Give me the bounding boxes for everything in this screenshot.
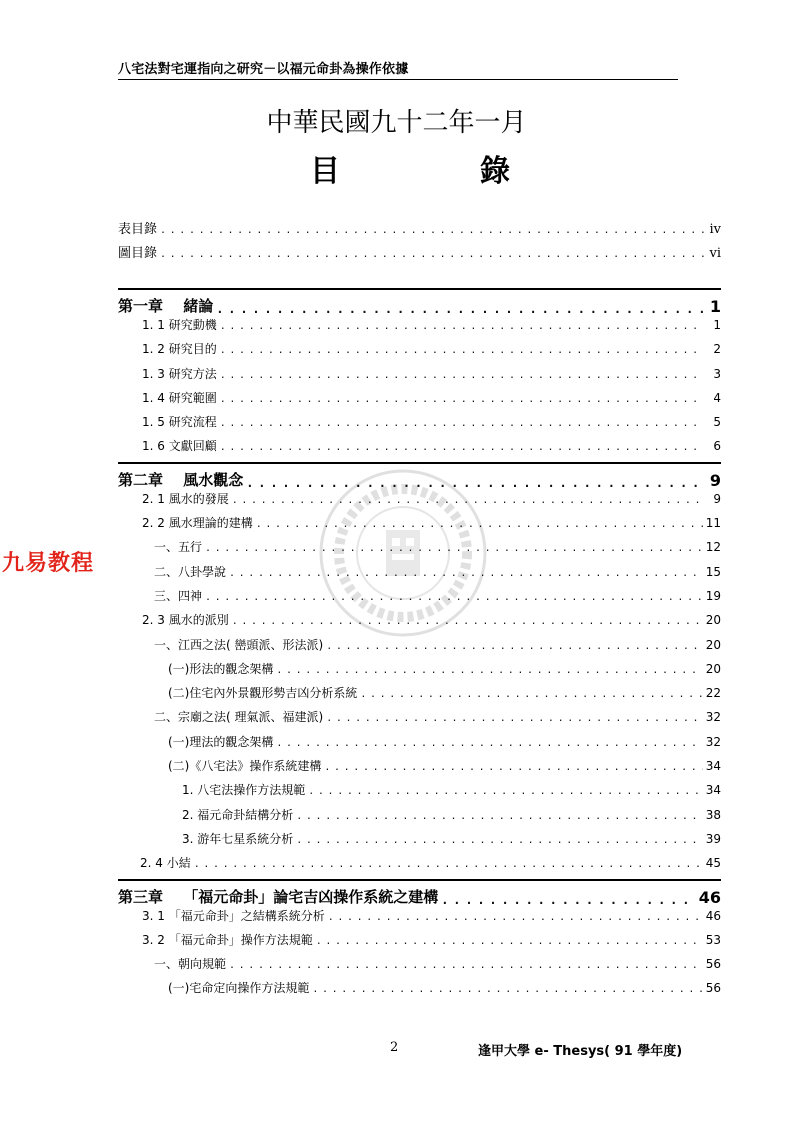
toc-dot-leader bbox=[220, 370, 704, 381]
toc-entry-row bbox=[118, 781, 721, 805]
toc-page-number: 1 bbox=[713, 318, 721, 332]
toc-dot-leader bbox=[276, 738, 702, 749]
running-header: 八宅法對宅運指向之研究－以福元命卦為操作依據 bbox=[118, 58, 678, 80]
toc-entry-row bbox=[118, 684, 721, 708]
toc-page-number: 3 bbox=[713, 366, 721, 381]
toc-page-number: 34 bbox=[705, 759, 721, 774]
toc-dot-leader bbox=[276, 665, 702, 676]
toc-page-number: 46 bbox=[705, 908, 721, 923]
toc-dot-leader bbox=[441, 893, 696, 907]
toc-dot-leader bbox=[326, 641, 703, 652]
toc-dot-leader bbox=[220, 394, 704, 405]
footer-university: 逢甲大學 e- Thesys( 91 學年度) bbox=[478, 1044, 683, 1059]
toc-page-number: 20 bbox=[705, 637, 721, 652]
toc-page-number: 45 bbox=[705, 856, 721, 871]
toc-entry-row bbox=[118, 490, 721, 514]
toc-entry-row bbox=[118, 611, 721, 635]
toc-entry-row bbox=[118, 660, 721, 684]
toc-dot-leader bbox=[296, 835, 702, 846]
toc-entry-row bbox=[118, 538, 721, 562]
toc-entry-label: 2. 2 風水理論的建構 bbox=[142, 516, 253, 531]
toc-dot-leader bbox=[194, 859, 703, 870]
toc-entry-label: (二)住宅內外景觀形勢吉凶分析系統 bbox=[168, 686, 358, 701]
toc-page-number: 46 bbox=[698, 887, 721, 907]
toc-entry-row bbox=[118, 733, 721, 757]
toc-entry-row bbox=[118, 830, 721, 854]
toc-page-number: iv bbox=[709, 222, 721, 237]
toc-entry-label: 二、八卦學說 bbox=[154, 564, 227, 579]
toc-page-number: 20 bbox=[705, 661, 721, 676]
toc-entry-row bbox=[118, 708, 721, 732]
toc-entry-label: 1. 5 研究流程 bbox=[142, 415, 217, 430]
toc-entry-row bbox=[118, 514, 721, 538]
toc-entry-label: 1. 2 研究目的 bbox=[142, 342, 217, 357]
toc-entry-label: 1. 3 研究方法 bbox=[142, 366, 217, 381]
toc-page-number: 32 bbox=[705, 734, 721, 749]
toc-page-number: 20 bbox=[705, 613, 721, 628]
toc-entry-label: (一)形法的觀念架構 bbox=[168, 661, 274, 676]
toc-dot-leader bbox=[324, 762, 702, 773]
toc-page-number: 1 bbox=[709, 297, 721, 316]
toc-page-number: 4 bbox=[713, 390, 721, 405]
toc-entry-label: 3. 游年七星系統分析 bbox=[182, 831, 294, 846]
toc-entry-label: 1. 八宅法操作方法規範 bbox=[182, 783, 306, 798]
toc-entry-label: 1. 6 文獻回顧 bbox=[142, 439, 217, 454]
toc-page-number: 22 bbox=[705, 686, 721, 701]
toc-spacer bbox=[118, 266, 721, 288]
toc-entry-row bbox=[118, 340, 721, 364]
toc-page-number: 15 bbox=[705, 564, 721, 579]
toc-page-number: 34 bbox=[705, 783, 721, 798]
toc-dot-leader bbox=[160, 225, 704, 236]
toc-page-number: 19 bbox=[705, 588, 721, 603]
toc-page-number: 9 bbox=[713, 491, 721, 506]
toc-dot-leader bbox=[220, 418, 704, 429]
toc-page-number: vi bbox=[709, 246, 721, 261]
toc-page-number: 11 bbox=[705, 516, 721, 531]
toc-entry-row bbox=[118, 563, 721, 587]
toc-entry-label: 1. 4 研究範圍 bbox=[142, 390, 217, 405]
toc-entry-label: 表目錄 bbox=[118, 222, 158, 237]
toc-dot-leader bbox=[246, 476, 704, 490]
toc-entry-label: 第一章 緒論 bbox=[118, 297, 214, 315]
toc-dot-leader bbox=[220, 442, 704, 453]
toc-page-number: 2 bbox=[713, 342, 721, 357]
toc-dot-leader bbox=[328, 912, 703, 923]
title-char-2: 錄 bbox=[480, 154, 510, 189]
toc-page-number: 12 bbox=[705, 540, 721, 555]
toc-dot-leader bbox=[220, 345, 704, 356]
toc-entry-label: 圖目錄 bbox=[118, 246, 158, 261]
toc-dot-leader bbox=[308, 786, 702, 797]
toc-dot-leader bbox=[232, 495, 704, 506]
toc-entry-row bbox=[118, 636, 721, 660]
toc-entry-row bbox=[118, 979, 721, 1003]
toc-dot-leader bbox=[229, 568, 703, 579]
toc-entry-label: 2. 3 風水的派別 bbox=[142, 613, 229, 628]
toc-dot-leader bbox=[229, 960, 703, 971]
toc-dot-leader bbox=[205, 543, 703, 554]
toc-page-number: 53 bbox=[705, 932, 721, 947]
toc-page-number: 38 bbox=[705, 807, 721, 822]
toc-page-number: 32 bbox=[705, 710, 721, 725]
toc-page-number: 9 bbox=[709, 470, 721, 490]
table-of-contents bbox=[118, 218, 721, 1004]
toc-entry-row bbox=[118, 316, 721, 340]
toc-entry-label: 1. 1 研究動機 bbox=[142, 318, 217, 332]
toc-entry-row bbox=[118, 955, 721, 979]
toc-entry-row bbox=[118, 437, 721, 461]
toc-dot-leader bbox=[256, 519, 703, 530]
toc-dot-leader bbox=[326, 713, 703, 724]
toc-entry-label: (一)宅命定向操作方法規範 bbox=[168, 981, 310, 996]
toc-page-number: 5 bbox=[713, 415, 721, 430]
toc-chapter-row bbox=[118, 288, 721, 316]
watermark-label: 九易教程 bbox=[2, 551, 95, 576]
toc-dot-leader bbox=[216, 302, 704, 316]
toc-entry-row bbox=[118, 907, 721, 931]
toc-entry-label: 一、江西之法( 巒頭派、形法派) bbox=[154, 637, 324, 652]
toc-entry-label: 3. 2 「福元命卦」操作方法規範 bbox=[142, 932, 313, 947]
toc-entry-label: 2. 1 風水的發展 bbox=[142, 491, 229, 506]
toc-entry-row bbox=[118, 218, 721, 242]
toc-entry-row bbox=[118, 806, 721, 830]
toc-entry-row bbox=[118, 757, 721, 781]
page-number: 2 bbox=[390, 1040, 399, 1055]
toc-dot-leader bbox=[220, 321, 704, 332]
toc-entry-label: 3. 1 「福元命卦」之結構系統分析 bbox=[142, 908, 325, 923]
toc-page-number: 39 bbox=[705, 831, 721, 846]
toc-dot-leader bbox=[316, 936, 703, 947]
toc-entry-label: 二、宗廟之法( 理氣派、福建派) bbox=[154, 710, 324, 725]
toc-entry-row bbox=[118, 931, 721, 955]
toc-dot-leader bbox=[232, 616, 703, 627]
toc-entry-label: 一、朝向規範 bbox=[154, 957, 227, 972]
toc-dot-leader bbox=[296, 811, 702, 822]
toc-entry-label: 第二章 風水觀念 bbox=[118, 470, 244, 489]
page-title bbox=[310, 146, 510, 190]
toc-entry-row bbox=[118, 413, 721, 437]
toc-page-number: 6 bbox=[713, 439, 721, 454]
toc-entry-row bbox=[118, 854, 721, 878]
toc-dot-leader bbox=[312, 984, 702, 995]
toc-chapter-row bbox=[118, 462, 721, 490]
toc-entry-label: 三、四神 bbox=[154, 588, 203, 603]
toc-entry-label: 2. 福元命卦結構分析 bbox=[182, 807, 294, 822]
toc-entry-label: (二)《八宅法》操作系統建構 bbox=[168, 759, 322, 774]
toc-dot-leader bbox=[205, 592, 703, 603]
publication-date: 中華民國九十二年一月 bbox=[266, 108, 527, 138]
toc-entry-row bbox=[118, 587, 721, 611]
toc-page-number: 56 bbox=[705, 957, 721, 972]
toc-entry-label: 第三章 「福元命卦」論宅吉凶操作系統之建構 bbox=[118, 887, 439, 906]
toc-entry-label: 2. 4 小結 bbox=[140, 856, 191, 871]
toc-entry-row bbox=[118, 242, 721, 266]
toc-page-number: 56 bbox=[705, 981, 721, 996]
toc-dot-leader bbox=[160, 249, 704, 260]
toc-entry-row bbox=[118, 389, 721, 413]
toc-entry-row bbox=[118, 365, 721, 389]
title-char-1: 目 bbox=[310, 154, 340, 189]
toc-entry-label: (一)理法的觀念架構 bbox=[168, 734, 274, 749]
toc-dot-leader bbox=[360, 689, 702, 700]
toc-entry-label: 一、五行 bbox=[154, 540, 203, 555]
toc-chapter-row bbox=[118, 879, 721, 907]
